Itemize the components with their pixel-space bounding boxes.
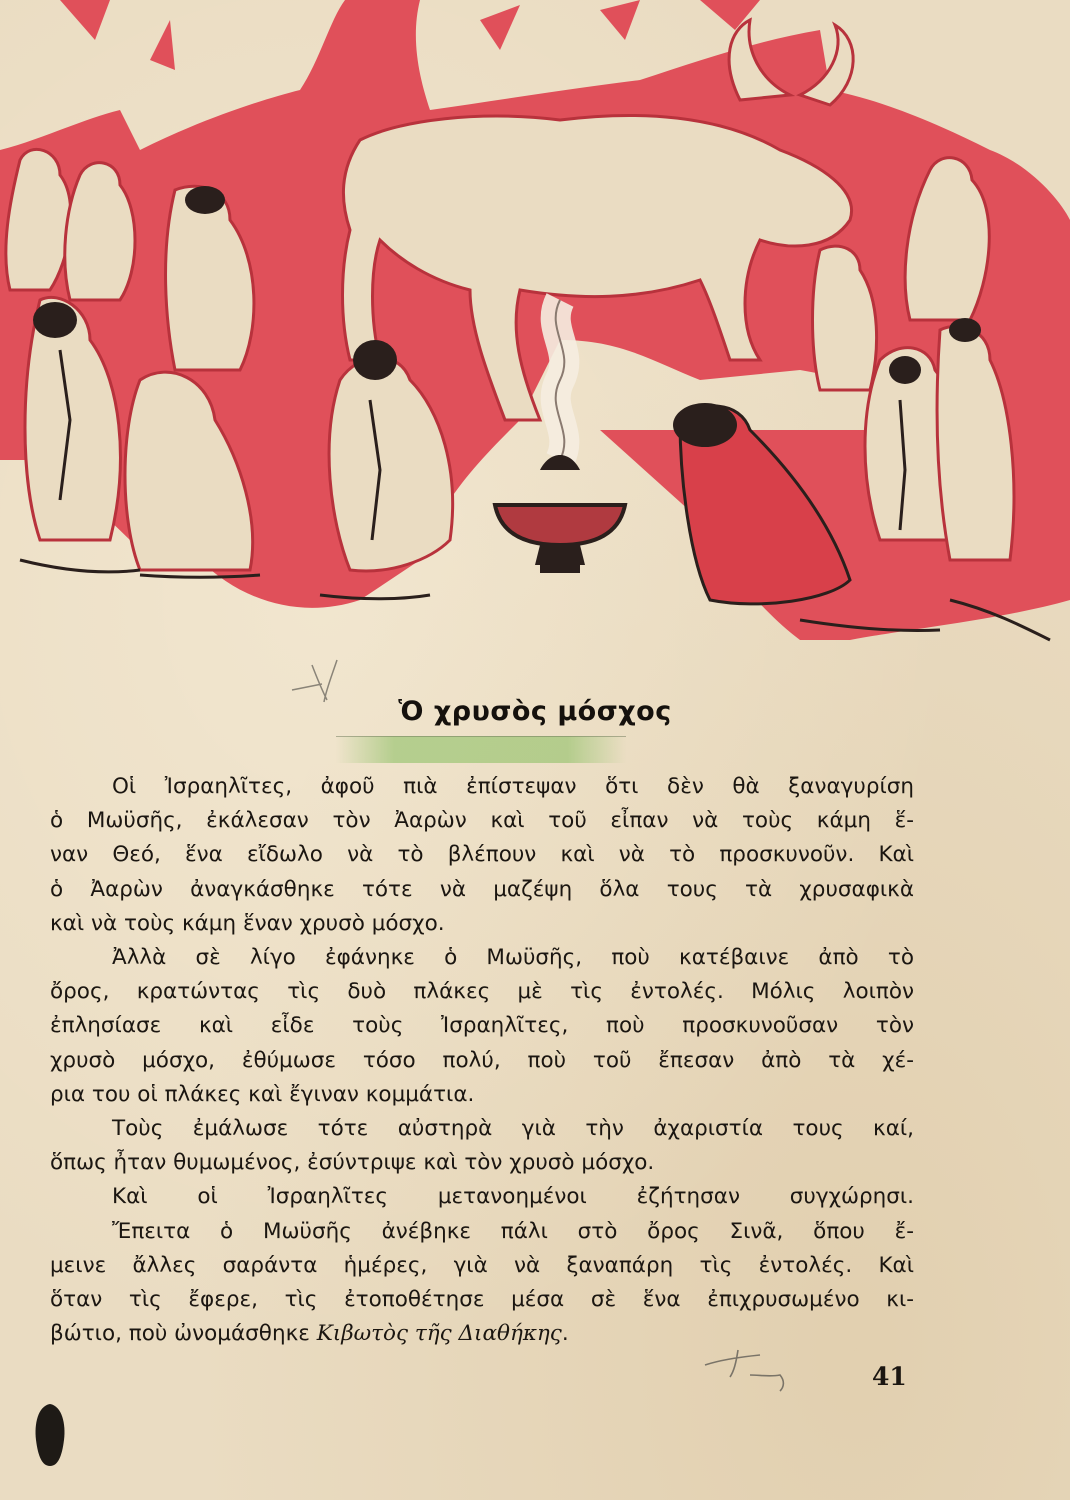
text-line: Ἀλλὰ σὲ λίγο ἐφάνηκε ὁ Μωϋσῆς, ποὺ κατέβαινε ἀπὸ τὸ [112,945,914,971]
text-line: Τοὺς ἐμάλωσε τότε αὐστηρὰ γιὰ τὴν ἀχαριστία τους καί, [112,1116,914,1142]
pencil-check-mark [700,1345,800,1395]
text-line: ὅπως ἦταν θυμωμένος, ἐσύντριψε καὶ τὸν χρυσὸ μόσχο. [50,1150,655,1176]
text-line: ὁ Ἀαρὼν ἀναγκάσθηκε τότε νὰ μαζέψη ὅλα τους τὰ χρυσαφικὰ [50,876,914,902]
text-line: ἐπλησίασε καὶ εἶδε τοὺς Ἰσραηλῖτες, ποὺ προσκυνοῦσαν τὸν [50,1013,914,1039]
text-line: ὄρος, κρατώντας τὶς δυὸ πλάκες μὲ τὶς ἐντολές. Μόλις λοιπὸν [50,979,914,1005]
paragraph-4 [50,1180,914,1214]
body-text [50,770,914,1351]
final-period: . [561,1321,569,1347]
text-line: Καὶ οἱ Ἰσραηλῖτες μετανοημένοι ἐζήτησαν συγχώρησι. [112,1184,914,1210]
page-title: Ὁ χρυσὸς μόσχος [398,696,672,727]
text-line: ὅταν τὶς ἔφερε, τὶς ἐτοποθέτησε μέσα σὲ ἕνα ἐπιχρυσωμένο κι- [50,1287,914,1313]
paragraph-5 [50,1215,914,1352]
ark-of-covenant-emphasis: Κιβωτὸς τῆς Διαθήκης [316,1321,562,1347]
text-line: ὁ Μωϋσῆς, ἐκάλεσαν τὸν Ἀαρὼν καὶ τοῦ εἶπαν νὰ τοὺς κάμη ἕ- [50,808,914,834]
final-line-prefix: βώτιο, ποὺ ὠνομάσθηκε [50,1321,310,1347]
paragraph-1 [50,770,914,941]
golden-calf-worship-illustration [0,0,1070,660]
text-line: ναν Θεό, ἕνα εἴδωλο νὰ τὸ βλέπουν καὶ νὰ τὸ προσκυνοῦν. Καὶ [50,842,914,868]
text-line: ρια του οἱ πλάκες καὶ ἔγιναν κομμάτια. [50,1081,475,1107]
paragraph-2 [50,941,914,1112]
text-line: Ἔπειτα ὁ Μωϋσῆς ἀνέβηκε πάλι στὸ ὄρος Σινᾶ, ὅπου ἔ- [112,1218,914,1244]
title-container [0,696,1070,727]
text-line: μεινε ἄλλες σαράντα ἡμέρες, γιὰ νὰ ξαναπάρη τὶς ἐντολές. Καὶ [50,1252,914,1278]
text-line: καὶ νὰ τοὺς κάμη ἕναν χρυσὸ μόσχο. [50,910,445,936]
page-number: 41 [872,1362,907,1391]
text-line: Οἱ Ἰσραηλῖτες, ἀφοῦ πιὰ ἐπίστεψαν ὅτι δὲν θὰ ξαναγυρίση [112,774,914,799]
ink-stain-icon [30,1400,70,1470]
title-highlight [336,736,626,763]
text-line: χρυσὸ μόσχο, ἐθύμωσε τόσο πολύ, ποὺ τοῦ ἔπεσαν ἀπὸ τὰ χέ- [50,1047,914,1073]
paragraph-3 [50,1112,914,1180]
